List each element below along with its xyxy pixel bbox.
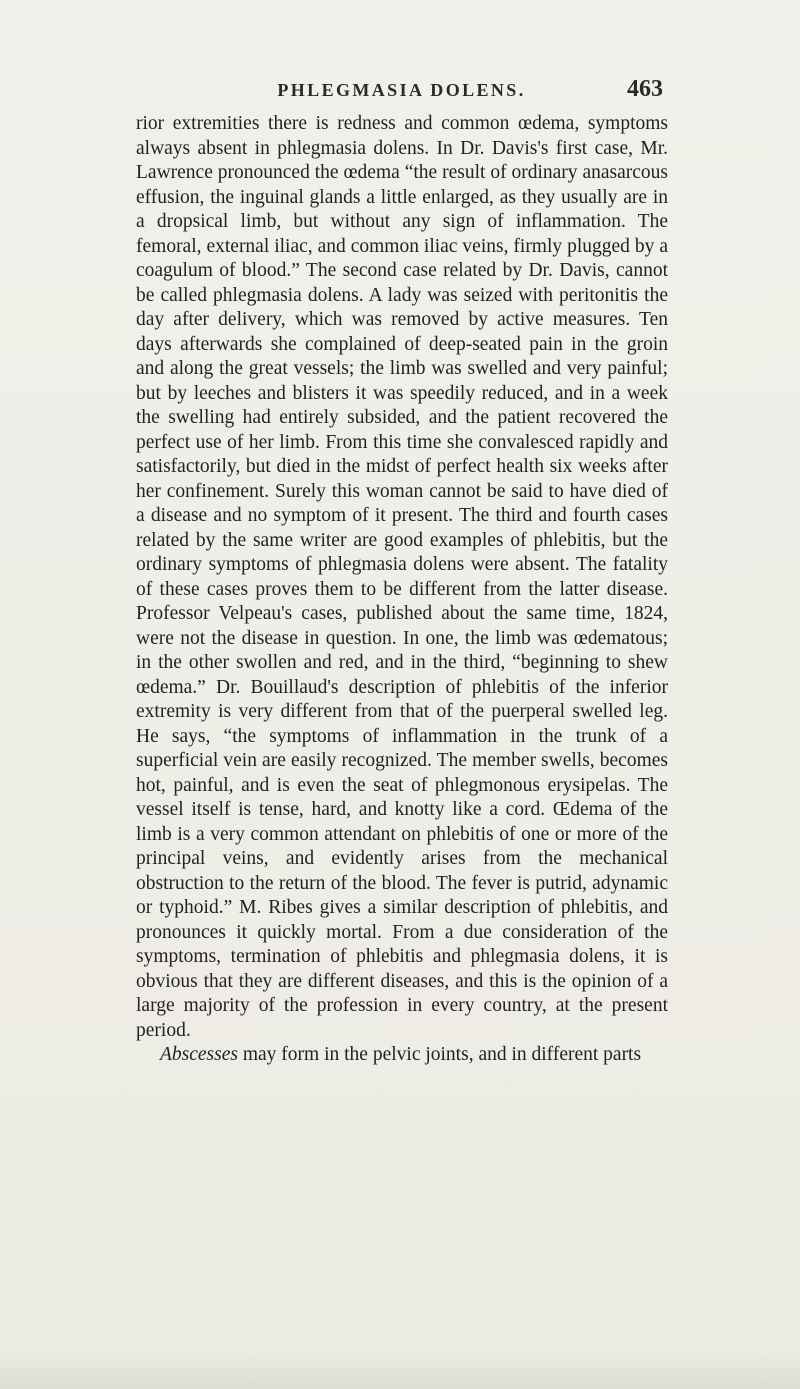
running-header: [140, 76, 663, 106]
page-number: 463: [627, 76, 663, 102]
paragraph-2: [136, 1043, 668, 1068]
page-bottom-shadow: [0, 1349, 800, 1389]
running-title: PHLEGMASIA DOLENS.: [277, 80, 526, 100]
body-text: [136, 112, 668, 1068]
paragraph-2-text: may form in the pelvic joints, and in different parts: [237, 1044, 642, 1065]
paragraph-2-italic-lead: Abscesses: [160, 1044, 238, 1065]
paragraph-1: rior extremities there is redness and common œdema, symptoms always absent in phlegmasia dolens. In Dr. Davis's first case, Mr. Lawrence pronounced the œdema “the result of ordinary anasarcous effusion, the inguinal glands a little enlarged, as they usually are in a dropsical limb, but without any sign of inflammation. The femoral, external iliac, and common iliac veins, firmly plugged by a coagulum of blood.” The second case related by Dr. Davis, cannot be called phlegmasia dolens. A lady was seized with peritonitis the day after delivery, which was removed by active measures. Ten days afterwards she complained of deep-seated pain in the groin and along the great vessels; the limb was swelled and very painful; but by leeches and blisters it was speedily reduced, and in a week the swelling had entirely subsided, and the patient recovered the perfect use of her limb. From this time she convalesced rapidly and satisfactorily, but died in the midst of perfect health six weeks after her confinement. Surely this woman cannot be said to have died of a disease and no symptom of it present. The third and fourth cases related by the same writer are good examples of phlebitis, but the ordinary symptoms of phlegmasia dolens were absent. The fatality of these cases proves them to be different from the latter disease. Professor Velpeau's cases, published about the same time, 1824, were not the disease in question. In one, the limb was œdematous; in the other swollen and red, and in the third, “beginning to shew œdema.” Dr. Bouillaud's description of phlebitis of the inferior extremity is very different from that of the puerperal swelled leg. He says, “the symptoms of inflammation in the trunk of a superficial vein are easily recognized. The member swells, becomes hot, painful, and is even the seat of phlegmonous erysipelas. The vessel itself is tense, hard, and knotty like a cord. Œdema of the limb is a very common attendant on phlebitis of one or more of the principal veins, and evidently arises from the mechanical obstruction to the return of the blood. The fever is putrid, adynamic or typhoid.” M. Ribes gives a similar description of phlebitis, and pronounces it quickly mortal. From a due consideration of the symptoms, termination of phlebitis and phlegmasia dolens, it is obvious that they are different diseases, and this is the opinion of a large majority of the profession in every country, at the present period.: [136, 113, 668, 1041]
